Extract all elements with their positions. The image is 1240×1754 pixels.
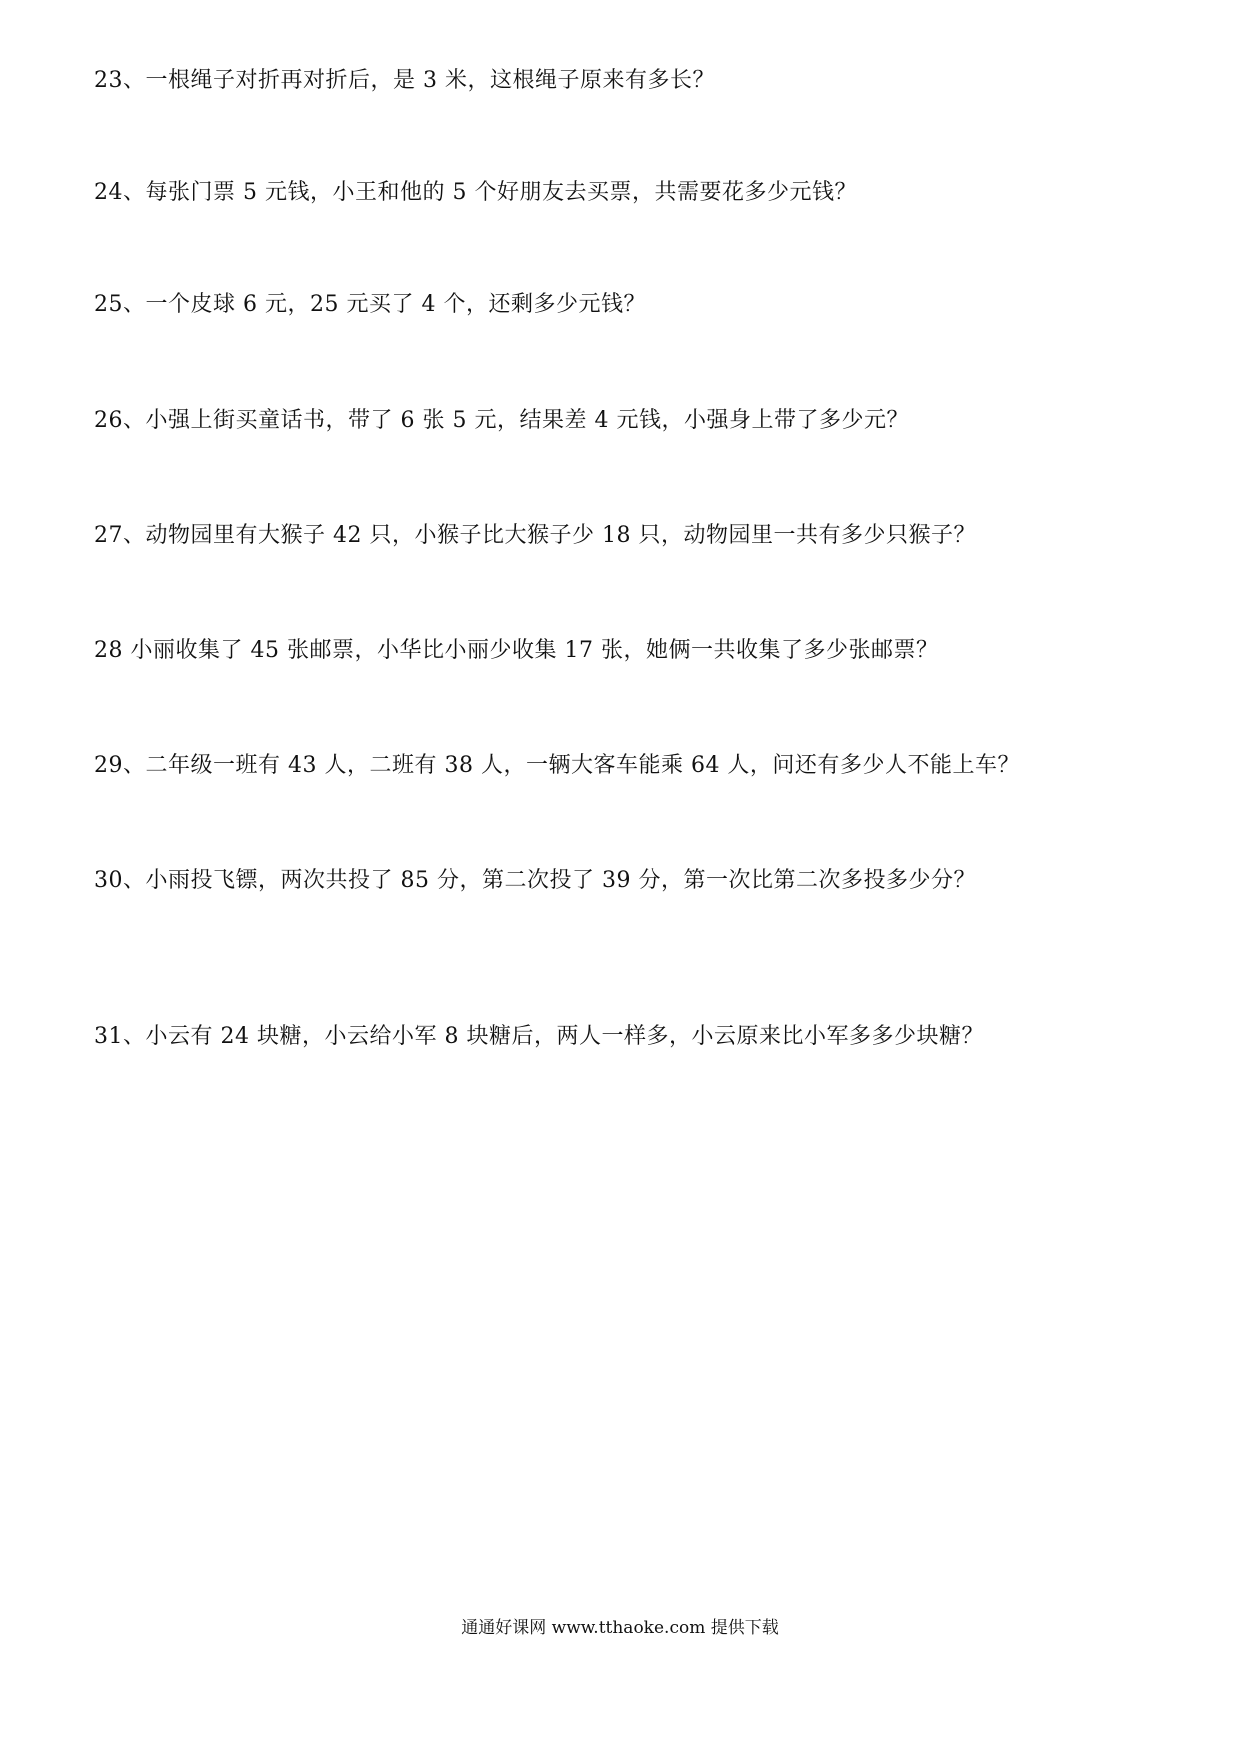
question-29: 29、二年级一班有 43 人，二班有 38 人，一辆大客车能乘 64 人，问还有多少人不能上车？ (94, 753, 1020, 778)
question-25: 25、一个皮球 6 元，25 元买了 4 个，还剩多少元钱？ (94, 292, 646, 317)
question-31: 31、小云有 24 块糖，小云给小军 8 块糖后，两人一样多，小云原来比小军多多少块糖？ (94, 1024, 984, 1049)
question-27: 27、动物园里有大猴子 42 只，小猴子比大猴子少 18 只，动物园里一共有多少只猴子？ (94, 523, 976, 548)
question-23: 23、一根绳子对折再对折后，是 3 米，这根绳子原来有多长？ (94, 68, 715, 93)
question-24: 24、每张门票 5 元钱，小王和他的 5 个好朋友去买票，共需要花多少元钱？ (94, 180, 857, 205)
footer-source: 通通好课网 www.tthaoke.com 提供下载 (461, 1618, 779, 1638)
question-28: 28 小丽收集了 45 张邮票，小华比小丽少收集 17 张，她俩一共收集了多少张邮票？ (94, 638, 939, 663)
question-30: 30、小雨投飞镖，两次共投了 85 分，第二次投了 39 分，第一次比第二次多投多少分？ (94, 868, 976, 893)
question-26: 26、小强上街买童话书，带了 6 张 5 元，结果差 4 元钱，小强身上带了多少元？ (94, 408, 909, 433)
